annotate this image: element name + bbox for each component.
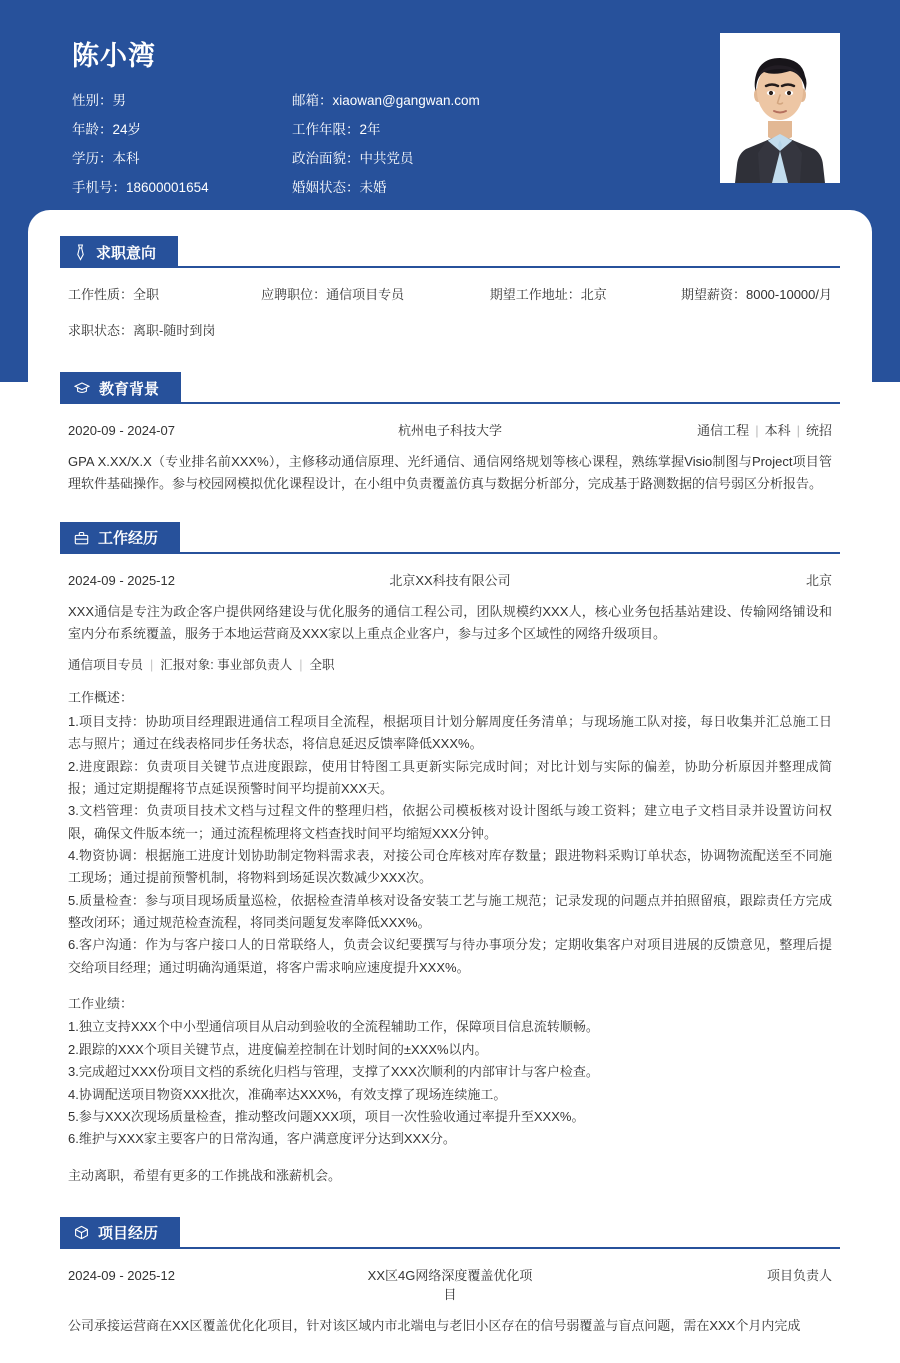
meta-gender-value: 男 [112, 93, 126, 108]
project-description: 公司承接运营商在XX区覆盖优化化项目，针对该区域内市北端电与老旧小区存在的信号弱覆盖与盲点问题，需在XXX个月内完成 [68, 1317, 801, 1333]
work-overview-item: 6.客户沟通：作为与客户接口人的日常联络人，负责会议纪要撰写与待办事项分发；定期收集客户对项目进展的反馈意见，整理后提交给项目经理；通过明确沟通渠道，将客户需求响应速度提升XXX%。 [68, 937, 832, 975]
meta-email-label: 邮箱： [292, 93, 333, 108]
field-job-status-value: 离职-随时到岗 [133, 323, 216, 338]
section-tab-education [60, 372, 181, 404]
field-target-location-value: 北京 [580, 287, 607, 302]
project-entry-header [68, 1265, 832, 1303]
section-header-project-experience [60, 1217, 840, 1249]
work-overview-item: 2.进度跟踪：负责项目关键节点进度跟踪，使用甘特图工具更新实际完成时间；对比计划与实际的偏差，协助分析原因并整理成简报；通过定期提醒将节点延误预警时间平均提前XXX天。 [68, 758, 832, 796]
meta-phone-label: 手机号： [72, 180, 126, 195]
meta-age-label: 年龄： [72, 122, 113, 137]
personal-meta-grid [72, 89, 720, 196]
meta-email-value: xiaowan@gangwan.com [332, 93, 480, 108]
meta-age-value: 24岁 [112, 122, 142, 137]
field-target-salary-value: 8000-10000/月 [745, 287, 832, 302]
education-entry-header [68, 420, 832, 439]
section-education [60, 372, 840, 516]
divider: | [150, 658, 154, 673]
education-qualification [532, 420, 832, 439]
field-target-position-value: 通信项目专员 [326, 287, 405, 302]
meta-experience-value: 2年 [359, 122, 381, 137]
work-achievement-item: 1.独立支持XXX个中小型通信项目从启动到验收的全流程辅助工作，保障项目信息流转顺畅。 [68, 1019, 599, 1035]
field-target-position [261, 284, 490, 303]
divider: | [796, 423, 800, 438]
meta-political-value: 中共党员 [359, 151, 414, 166]
section-header-work-experience [60, 522, 840, 554]
meta-education [72, 147, 292, 167]
meta-marital [292, 176, 720, 196]
education-date: 2020-09 - 2024-07 [68, 423, 175, 438]
field-target-salary-label: 期望薪资： [680, 287, 746, 302]
work-overview-title: 工作概述： [68, 690, 134, 706]
work-report-to: 汇报对象: 事业部负责人 [160, 658, 293, 673]
section-title-education: 教育背景 [99, 380, 160, 398]
section-header-education [60, 372, 840, 404]
intention-row-1 [68, 284, 832, 303]
meta-email [292, 89, 720, 109]
education-school: 杭州电子科技大学 [397, 423, 502, 438]
necktie-icon [74, 244, 87, 261]
divider: | [299, 658, 303, 673]
field-job-status-label: 求职状态： [68, 323, 134, 338]
meta-marital-value: 未婚 [359, 180, 387, 195]
work-overview-item: 5.质量检查：参与项目现场质量巡检，依据检查清单核对设备安装工艺与施工规范；记录发现的问题点并拍照留痕，跟踪责任方完成整改闭环；通过规范检查流程，将同类问题复发率降低XXX%。 [68, 892, 832, 931]
meta-political [292, 147, 720, 167]
id-photo-illustration [720, 33, 840, 183]
work-company-intro: XXX通信是专注为政企客户提供网络建设与优化服务的通信工程公司，团队规模约XXX人，核心业务包括基站建设、传输网络铺设和室内分布系统覆盖，服务于本地运营商及XXX家以上重点企业客户，参与过多个区域性的网络升级项目。 [68, 603, 832, 642]
spacer [68, 1151, 832, 1165]
work-company: 北京XX科技有限公司 [389, 572, 511, 588]
education-type: 统招 [805, 423, 832, 438]
meta-experience-label: 工作年限： [292, 122, 360, 137]
section-header-job-intention [60, 236, 840, 268]
work-achievement-title: 工作业绩： [68, 996, 134, 1012]
work-achievement-block [68, 993, 832, 1151]
meta-gender [72, 89, 292, 109]
meta-experience [292, 118, 720, 138]
project-date: 2024-09 - 2025-12 [68, 1267, 175, 1283]
work-position: 通信项目专员 [68, 658, 144, 673]
field-target-salary [681, 284, 832, 303]
spacer [68, 1187, 832, 1201]
project-name: XX区4G网络深度覆盖优化项目 [367, 1267, 533, 1302]
graduation-cap-icon [74, 381, 90, 395]
work-entry-header [68, 570, 832, 589]
work-overview-block [68, 687, 832, 979]
resume-card [28, 210, 872, 1357]
field-target-position-label: 应聘职位： [261, 287, 327, 302]
education-description: GPA X.XX/X.X（专业排名前XXX%），主修移动通信原理、光纤通信、通信网络规划等核心课程，熟练掌握Visio制图与Project项目管理软件基础操作。参与校园网模拟优化课程设计，在小组中负责覆盖仿真与数据分析部分，完成基于路测数据的信号弱区分析报告。 [68, 454, 832, 492]
spacer [68, 979, 832, 993]
intention-row-2 [68, 320, 832, 339]
field-job-status [68, 320, 275, 339]
work-achievement-item: 6.维护与XXX家主要客户的日常沟通，客户满意度评分达到XXX分。 [68, 1131, 456, 1147]
meta-age [72, 118, 292, 138]
work-nature: 全职 [309, 658, 335, 673]
section-tab-project-experience [60, 1217, 180, 1249]
field-target-location-label: 期望工作地址： [489, 287, 581, 302]
work-location: 北京 [805, 572, 832, 588]
header-banner [0, 0, 900, 210]
briefcase-icon [74, 531, 89, 545]
field-target-location [490, 284, 681, 303]
meta-phone [72, 176, 292, 196]
field-work-nature-label: 工作性质： [68, 287, 134, 302]
cube-icon [74, 1225, 89, 1240]
section-body-education [60, 404, 840, 516]
work-overview-item: 1.项目支持：协助项目经理跟进通信工程项目全流程，根据项目计划分解周度任务清单；与现场施工队对接，每日收集并汇总施工日志与照片；通过在线表格同步任务状态，将信息延迟反馈率降低XXX%。 [68, 713, 832, 752]
section-title-job-intention: 求职意向 [96, 244, 157, 262]
project-role: 项目负责人 [766, 1267, 832, 1283]
section-body-project-experience [60, 1249, 840, 1357]
work-achievement-item: 4.协调配送项目物资XXX批次，准确率达XXX%，有效支撑了现场连续施工。 [68, 1086, 507, 1102]
section-tab-work-experience [60, 522, 180, 554]
education-degree: 本科 [764, 423, 791, 438]
section-job-intention [60, 236, 840, 366]
work-overview-item: 4.物资协调：根据施工进度计划协助制定物料需求表，对接公司仓库核对库存数量；跟进物料采购订单状态，协调物流配送至不同施工现场；通过提前预警机制，将物料到场延误次数减少XXX次。 [68, 847, 832, 886]
page-title: 陈小湾 [72, 41, 156, 71]
work-achievement-item: 3.完成超过XXX份项目文档的系统化归档与管理，支撑了XXX次顺利的内部审计与客户检查。 [68, 1064, 599, 1080]
work-overview-item: 3.文档管理：负责项目技术文档与过程文件的整理归档，依据公司模板核对设计图纸与竣工资料；建立电子文档目录并设置访问权限，确保文件版本统一；通过流程梳理将文档查找时间平均缩短XXX分钟。 [68, 803, 832, 841]
resume-body [0, 210, 900, 1357]
section-title-work-experience: 工作经历 [98, 530, 159, 548]
work-achievement-item: 2.跟踪的XXX个项目关键节点，进度偏差控制在计划时间的±XXX%以内。 [68, 1041, 488, 1057]
meta-political-label: 政治面貌： [292, 151, 360, 166]
avatar [720, 33, 840, 183]
meta-education-value: 本科 [112, 151, 140, 166]
section-body-job-intention [60, 268, 840, 366]
section-title-project-experience: 项目经历 [98, 1225, 159, 1243]
education-major: 通信工程 [697, 423, 750, 438]
meta-marital-label: 婚姻状态： [292, 180, 360, 195]
work-role-line [68, 655, 832, 673]
meta-gender-label: 性别： [72, 93, 113, 108]
field-work-nature-value: 全职 [133, 287, 160, 302]
section-body-work-experience [60, 554, 840, 1211]
work-date: 2024-09 - 2025-12 [68, 572, 175, 588]
divider: | [755, 423, 759, 438]
section-work-experience [60, 522, 840, 1211]
personal-info-block [72, 28, 720, 196]
work-leave-reason: 主动离职，希望有更多的工作挑战和涨薪机会。 [68, 1167, 342, 1183]
section-tab-job-intention [60, 236, 178, 268]
section-project-experience [60, 1217, 840, 1357]
work-achievement-item: 5.参与XXX次现场质量检查，推动整改问题XXX项，项目一次性验收通过率提升至XXX%。 [68, 1108, 585, 1124]
meta-education-label: 学历： [72, 151, 113, 166]
field-work-nature [68, 284, 261, 303]
meta-phone-value: 18600001654 [126, 180, 209, 195]
